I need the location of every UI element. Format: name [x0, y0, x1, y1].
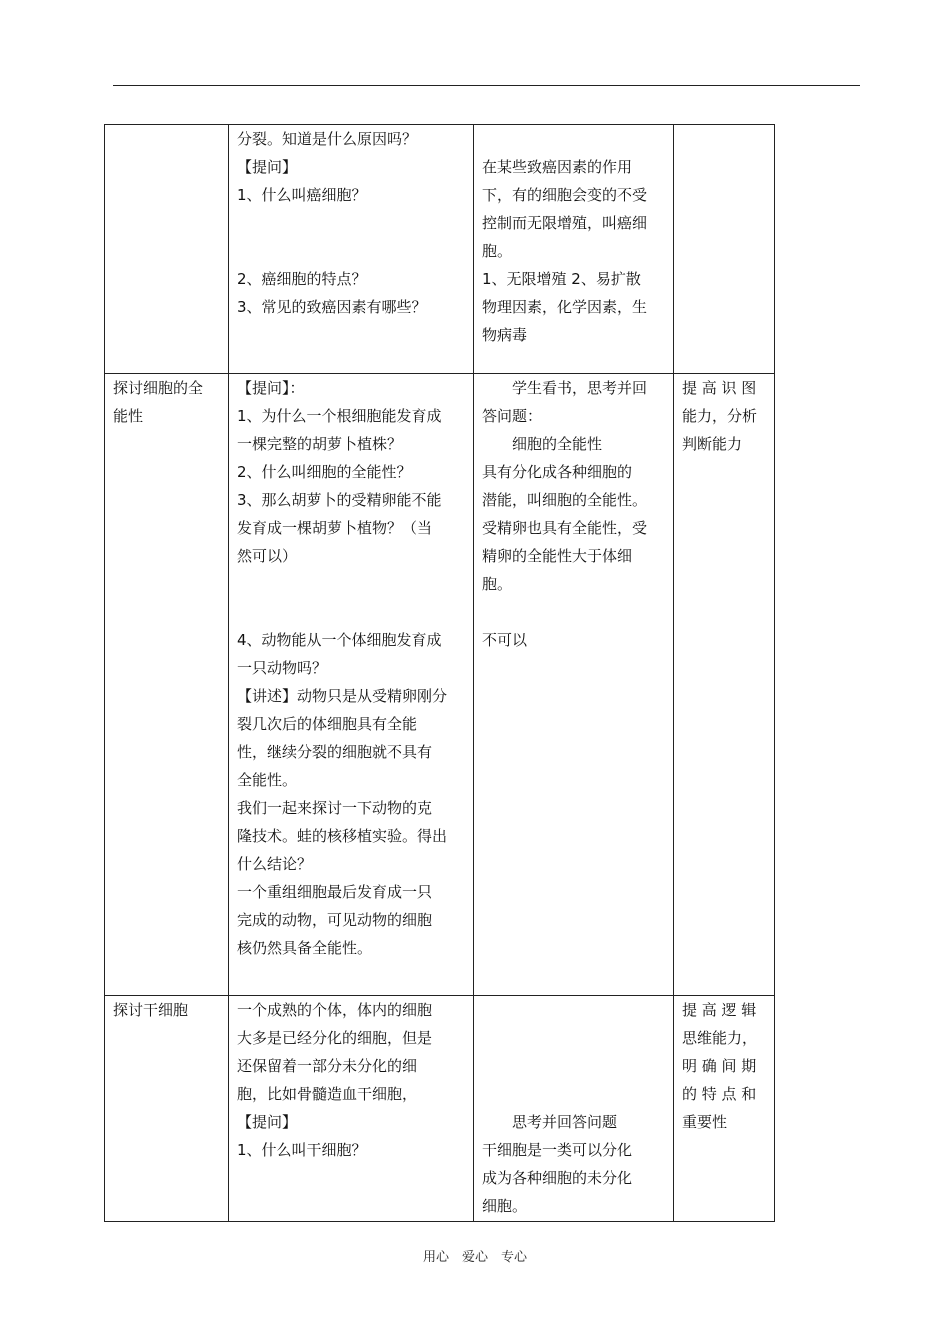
text-line: 具有分化成各种细胞的: [482, 463, 633, 481]
text-line: 探讨干细胞: [113, 1001, 189, 1019]
text-line: 判断能力: [682, 435, 743, 453]
text-line: 【讲述】动物只是从受精卵刚分: [237, 687, 448, 705]
text-line: 分裂。知道是什么原因吗？: [237, 130, 418, 148]
text-line: 潜能，叫细胞的全能性。: [482, 491, 648, 509]
text-line: 探讨细胞的全: [113, 379, 204, 397]
text-line: 【提问】: [237, 1113, 298, 1131]
text-line: 思考并回答问题: [512, 1113, 618, 1131]
text-line: 3、常见的致癌因素有哪些？: [237, 298, 427, 316]
teacher-activity-cell: [229, 374, 474, 996]
text-line: 2、什么叫细胞的全能性？: [237, 463, 412, 481]
text-line: 大多是已经分化的细胞，但是: [237, 1029, 433, 1047]
text-line: 细胞。: [482, 1197, 528, 1215]
text-line: 胞。: [482, 575, 513, 593]
text-line: 控制而无限增殖，叫癌细: [482, 214, 648, 232]
student-activity-cell: [474, 374, 674, 996]
teacher-activity-cell: [229, 996, 474, 1222]
topic-cell: [105, 125, 229, 374]
text-line: 在某些致癌因素的作用: [482, 158, 633, 176]
text-line: 隆技术。蛙的核移植实验。得出: [237, 827, 448, 845]
student-activity-cell: [474, 996, 674, 1222]
text-line: 【提问】: [237, 158, 298, 176]
teacher-activity-cell: [229, 125, 474, 374]
table-row: [105, 996, 775, 1222]
table-row: [105, 125, 775, 374]
header-rule: [113, 85, 860, 86]
text-line: 完成的动物，可见动物的细胞: [237, 911, 433, 929]
text-line: 能力，分析: [682, 407, 758, 425]
text-line: 胞，比如骨髓造血干细胞，: [237, 1085, 418, 1103]
text-line: 学生看书，思考并回: [512, 379, 648, 397]
topic-cell: [105, 996, 229, 1222]
text-line: 核仍然具备全能性。: [237, 939, 373, 957]
text-line: 一棵完整的胡萝卜植株？: [237, 435, 403, 453]
text-line: 成为各种细胞的未分化: [482, 1169, 633, 1187]
text-line: 1、无限增殖 2、易扩散: [482, 270, 641, 288]
text-line: 1、什么叫干细胞？: [237, 1141, 367, 1159]
text-line: 1、为什么一个根细胞能发育成: [237, 407, 442, 425]
text-line: 思维能力，: [682, 1029, 758, 1047]
table-row: [105, 374, 775, 996]
text-line: 提 高 逻 辑: [682, 1001, 757, 1019]
text-line: 受精卵也具有全能性，受: [482, 519, 648, 537]
text-line: 的 特 点 和: [682, 1085, 757, 1103]
text-line: 下，有的细胞会变的不受: [482, 186, 648, 204]
text-line: 不可以: [482, 631, 528, 649]
text-line: 重要性: [682, 1113, 728, 1131]
page-footer: 用心 爱心 专心: [422, 1250, 527, 1265]
text-line: 1、什么叫癌细胞？: [237, 186, 367, 204]
text-line: 2、癌细胞的特点？: [237, 270, 367, 288]
text-line: 细胞的全能性: [512, 435, 603, 453]
topic-cell: [105, 374, 229, 996]
text-line: 一个成熟的个体，体内的细胞: [237, 1001, 433, 1019]
student-activity-cell: [474, 125, 674, 374]
text-line: 精卵的全能性大于体细: [482, 547, 633, 565]
text-line: 然可以）: [237, 547, 298, 565]
text-line: 【提问】：: [237, 379, 305, 397]
text-line: 物病毒: [482, 326, 528, 344]
text-line: 干细胞是一类可以分化: [482, 1141, 633, 1159]
text-line: 全能性。: [237, 771, 298, 789]
text-line: 什么结论？: [237, 855, 313, 873]
text-line: 我们一起来探讨一下动物的克: [237, 799, 433, 817]
intent-cell: [674, 125, 775, 374]
text-line: 还保留着一部分未分化的细: [237, 1057, 418, 1075]
text-line: 能性: [113, 407, 144, 425]
text-line: 物理因素，化学因素，生: [482, 298, 648, 316]
text-line: 4、动物能从一个体细胞发育成: [237, 631, 442, 649]
text-line: 胞。: [482, 242, 513, 260]
lesson-plan-table: [104, 124, 775, 1222]
text-line: 提 高 识 图: [682, 379, 757, 397]
intent-cell: [674, 996, 775, 1222]
text-line: 发育成一棵胡萝卜植物？（当: [237, 519, 433, 537]
text-line: 答问题：: [482, 407, 543, 425]
text-line: 明 确 间 期: [682, 1057, 757, 1075]
intent-cell: [674, 374, 775, 996]
text-line: 性，继续分裂的细胞就不具有: [237, 743, 433, 761]
text-line: 一个重组细胞最后发育成一只: [237, 883, 433, 901]
text-line: 3、那么胡萝卜的受精卵能不能: [237, 491, 442, 509]
text-line: 一只动物吗？: [237, 659, 328, 677]
text-line: 裂几次后的体细胞具有全能: [237, 715, 418, 733]
